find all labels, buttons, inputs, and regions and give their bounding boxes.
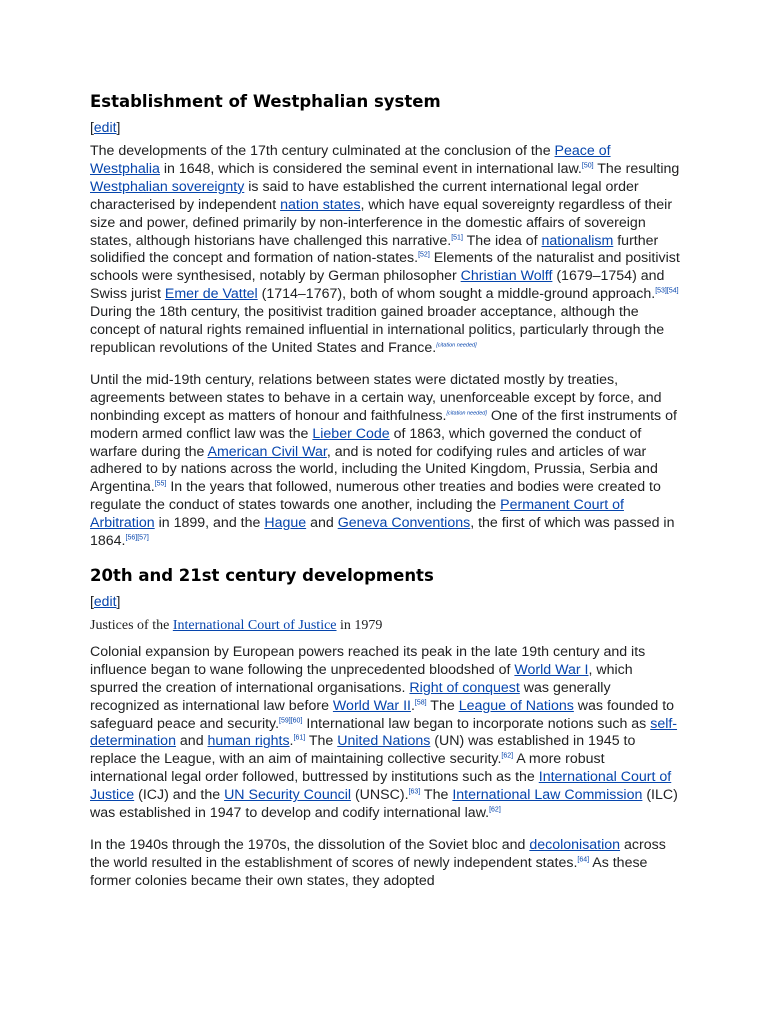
link-american-civil-war[interactable]: American Civil War	[207, 443, 327, 460]
text: International law began to incorporate notions such as	[302, 715, 651, 732]
section-heading-20th-21st-century: 20th and 21st century developments	[90, 565, 434, 585]
citation-needed[interactable]: [citation needed]	[446, 409, 487, 416]
text: The	[420, 787, 453, 804]
text: in 1979	[336, 617, 383, 633]
text: (UNSC).	[351, 787, 409, 804]
link-united-nations[interactable]: United Nations	[337, 733, 431, 750]
text: is said to have established the current international legal order characterised by independent	[90, 178, 639, 213]
text: .	[289, 733, 294, 750]
citation-59[interactable]: [59]	[279, 716, 291, 724]
text: , and is noted for codifying rules and articles of war adhered to by nations across the world, including the United Kingdom, Prussia, Serbia and Argentina.	[90, 443, 658, 496]
link-league-of-nations[interactable]: League of Nations	[458, 697, 574, 714]
text: in 1648, which is considered the seminal event in international law.	[159, 160, 582, 177]
citation-57[interactable]: [57]	[137, 534, 149, 542]
text: The	[305, 733, 338, 750]
link-emer-de-vattel[interactable]: Emer de Vattel	[164, 286, 258, 303]
text: The developments of the 17th century culminated at the conclusion of the	[90, 143, 555, 159]
citation-56[interactable]: [56]	[125, 534, 138, 542]
link-nation-states[interactable]: nation states	[280, 196, 361, 213]
citation-needed[interactable]: [citation needed]	[436, 342, 477, 349]
paragraph-20th-century-2	[90, 837, 680, 891]
citation-62[interactable]: [62]	[489, 806, 501, 814]
edit-link[interactable]: edit	[93, 592, 117, 609]
text: , the first of which was passed in 1864.	[90, 515, 675, 550]
text: Elements of the naturalist and positivist schools were synthesised, notably by German philosopher	[90, 250, 680, 285]
citation-55[interactable]: [55]	[154, 480, 167, 488]
text: , which have equal sovereignty regardless of their size and power, defined primarily by non-interference in the domestic affairs of sovereign states, although historians have challenged this narrative.	[90, 196, 673, 249]
text: (1679–1754) and Swiss jurist	[90, 268, 665, 303]
text: Justices of the	[90, 617, 173, 633]
citation-51[interactable]: [51]	[451, 233, 463, 241]
link-international-court-of-justice[interactable]: International Court of Justice	[90, 769, 672, 804]
text: The	[426, 697, 459, 714]
paragraph-westphalian-1	[90, 143, 680, 358]
text: (ICJ) and the	[134, 787, 225, 804]
link-right-of-conquest[interactable]: Right of conquest	[409, 679, 520, 696]
text: further solidified the concept and formation of nation-states.	[90, 232, 659, 267]
citation-52[interactable]: [52]	[418, 251, 430, 259]
citation-63[interactable]: [63]	[408, 788, 421, 796]
text: One of the first instruments of modern armed conflict law was the	[90, 407, 677, 442]
text: The idea of	[462, 232, 542, 249]
text: in 1899, and the	[154, 515, 265, 532]
paragraph-westphalian-2	[90, 372, 680, 551]
text: (ILC) was established in 1947 to develop and codify international law.	[90, 787, 678, 822]
text: was founded to safeguard peace and security.	[90, 697, 675, 732]
text: across the world resulted in the establishment of scores of newly independent states.	[90, 837, 666, 871]
link-self-determination[interactable]: self-determination	[90, 715, 678, 750]
citation-53[interactable]: [53]	[655, 287, 667, 295]
text: In the 1940s through the 1970s, the dissolution of the Soviet bloc and	[90, 837, 530, 853]
link-peace-of-westphalia[interactable]: Peace of Westphalia	[90, 143, 611, 177]
citation-60[interactable]: [60]	[290, 716, 303, 724]
article-content	[90, 91, 680, 905]
text: of 1863, which governed the conduct of warfare during the	[90, 425, 642, 460]
section-heading-westphalian: Establishment of Westphalian system	[90, 92, 441, 111]
citation-62[interactable]: [62]	[501, 752, 514, 760]
text: Until the mid-19th century, relations between states were dictated mostly by treaties, agreements between states to behave in a certain way, unenforceable except by force, and nonbinding except as matters of honour and faithfulness.	[90, 371, 662, 424]
link-international-law-commission[interactable]: International Law Commission	[452, 787, 643, 804]
text: In the years that followed, numerous other treaties and bodies were created to regulate the conduct of states towards one another, including the	[90, 479, 661, 514]
citation-50[interactable]: [50]	[581, 162, 594, 170]
link-lieber-code[interactable]: Lieber Code	[312, 425, 390, 442]
text: was generally recognized as international law before	[90, 679, 611, 714]
paragraph-20th-century-1	[90, 644, 680, 823]
link-geneva-conventions[interactable]: Geneva Conventions	[337, 515, 471, 532]
citation-58[interactable]: [58]	[414, 698, 427, 706]
text: The resulting	[593, 160, 680, 177]
text: Colonial expansion by European powers reached its peak in the late 19th century and its influence began to wane following the unprecedented bloodshed of	[90, 643, 646, 678]
link-decolonisation[interactable]: decolonisation	[529, 837, 621, 853]
text: As these former colonies became their own states, they adopted	[90, 854, 648, 889]
citation-54[interactable]: [54]	[666, 287, 679, 295]
link-human-rights[interactable]: human rights	[207, 733, 290, 750]
text: and	[175, 733, 208, 750]
link-un-security-council[interactable]: UN Security Council	[224, 787, 352, 804]
link-permanent-court-of-arbitration[interactable]: Permanent Court of Arbitration	[90, 497, 624, 532]
link-nationalism[interactable]: nationalism	[541, 232, 614, 249]
link-world-war-ii[interactable]: World War II	[332, 697, 411, 714]
text: , which spurred the creation of international organisations.	[90, 661, 633, 696]
text: (UN) was established in 1945 to replace the League, with an aim of maintaining collective security.	[90, 733, 636, 768]
text: and	[306, 515, 338, 532]
link-world-war-i[interactable]: World War I	[514, 661, 589, 678]
edit-link[interactable]: edit	[93, 119, 117, 135]
link-christian-wolff[interactable]: Christian Wolff	[460, 268, 553, 285]
link-westphalian-sovereignty[interactable]: Westphalian sovereignty	[90, 178, 245, 195]
text: (1714–1767), both of whom sought a middle-ground approach.	[257, 286, 656, 303]
link-hague[interactable]: Hague	[264, 515, 307, 532]
text: A more robust international legal order followed, buttressed by institutions such as the	[90, 751, 605, 786]
citation-64[interactable]: [64]	[577, 856, 590, 864]
link-international-court-of-justice[interactable]: International Court of Justice	[172, 617, 337, 633]
image-caption	[90, 617, 680, 635]
edit-section-20th-century: [edit]	[90, 592, 121, 609]
text: .	[410, 697, 415, 714]
citation-61[interactable]: [61]	[293, 734, 306, 742]
edit-section-westphalian: [edit]	[90, 119, 121, 135]
text: During the 18th century, the positivist tradition gained broader acceptance, although the concept of natural rights remained influential in international politics, particularly through the republican revolutions of the United States and France.	[90, 304, 665, 356]
